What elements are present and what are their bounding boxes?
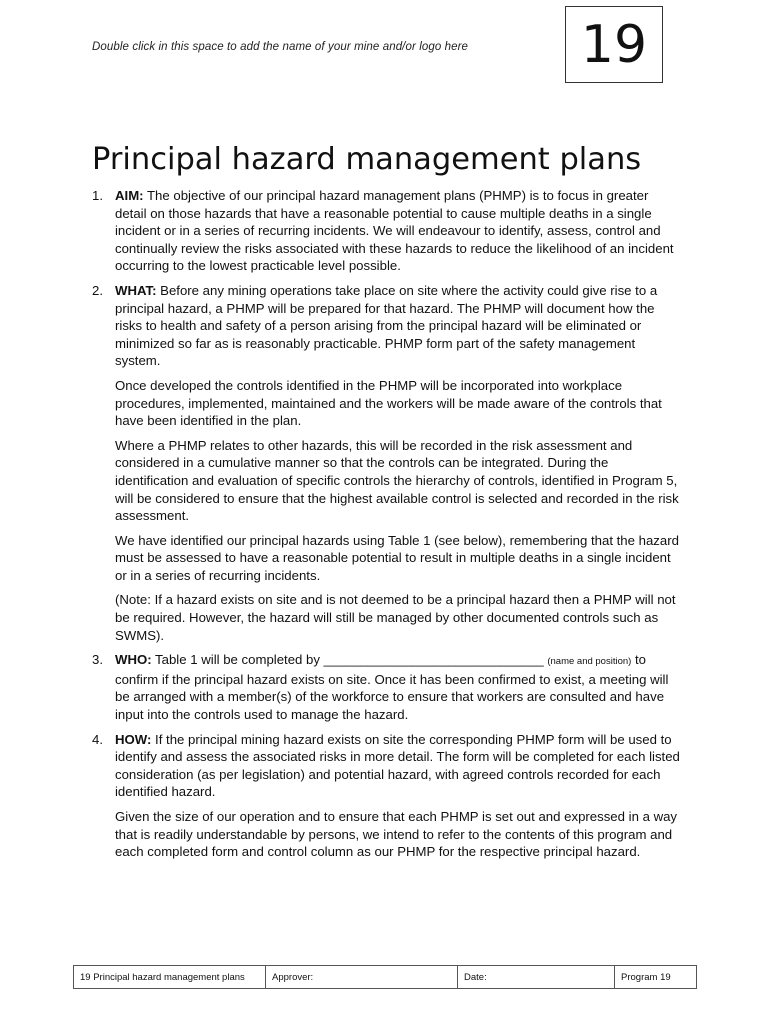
document-body xyxy=(92,187,682,868)
list-item-how xyxy=(92,731,682,861)
paragraph: Where a PHMP relates to other hazards, this will be recorded in the risk assessment and considered in a cumulative manner so that the controls can be integrated. During the identification and evaluation of specific controls the hierarchy of controls, identified in Program 5, will be considered to ensure that the highest available control is selected and recorded in the risk assessment. xyxy=(115,437,679,524)
list-item-who xyxy=(92,651,682,723)
list-number: 1. xyxy=(92,188,103,203)
paragraph xyxy=(115,651,682,723)
footer-doc-title: 19 Principal hazard management plans xyxy=(74,966,266,988)
footer-table xyxy=(73,965,697,989)
paragraph: (Note: If a hazard exists on site and is not deemed to be a principal hazard then a PHMP will not be required. However, the hazard will still be managed by other documented controls such as SWMS). xyxy=(115,592,676,643)
item-text: Table 1 will be completed by ______________________________ xyxy=(151,652,548,668)
item-lead: WHO: xyxy=(115,652,152,668)
paragraph xyxy=(115,731,682,801)
list-number: 3. xyxy=(92,652,103,668)
paragraph: We have identified our principal hazards using Table 1 (see below), remembering that the hazard must be assessed to have a reasonable potential to result in multiple deaths in a single incident or in a series of recurring incidents. xyxy=(115,532,679,583)
item-text: to confirm if the principal hazard exists on site. Once it has been confirmed to exist, a meeting will be arranged with a member(s) of the workforce to ensure that workers are consulted and have input into the controls used to manage the hazard. xyxy=(115,652,669,723)
paragraph xyxy=(115,187,682,275)
item-lead: AIM: xyxy=(115,188,144,203)
item-text: Before any mining operations take place on site where the activity could give rise to a principal hazard, a PHMP will be prepared for that hazard. The PHMP will document how the risks to health and safety of a person arising from the principal hazard will be eliminated or minimized so far as is reasonably practicable. PHMP form part of the safety management system. xyxy=(115,282,658,369)
paragraph: Given the size of our operation and to ensure that each PHMP is set out and expressed in a way that is readily understandable by persons, we intend to refer to the contents of this program and each completed form and control column as our PHMP for the respective principal hazard. xyxy=(115,809,678,860)
page-number-box xyxy=(565,6,663,83)
footer-approver[interactable]: Approver: xyxy=(266,966,458,988)
list-item-aim xyxy=(92,187,682,275)
name-position-hint: (name and position) xyxy=(547,656,632,668)
paragraph: Once developed the controls identified in the PHMP will be incorporated into workplace procedures, implemented, maintained and the workers will be made aware of the controls that have been identified in the plan. xyxy=(115,377,662,429)
page-number: 19 xyxy=(580,14,648,75)
item-text: If the principal mining hazard exists on site the corresponding PHMP form will be used to identify and assess the associated risks in more detail. The form will be completed for each listed consideration (as per legislation) and potential hazard, with agreed controls recorded for each identified hazard. xyxy=(115,731,680,800)
footer-program: Program 19 xyxy=(621,971,671,983)
list-item-what xyxy=(92,282,682,644)
page-title: Principal hazard management plans xyxy=(92,142,642,177)
logo-placeholder-text[interactable]: Double click in this space to add the name of your mine and/or logo here xyxy=(92,41,469,53)
item-lead: HOW: xyxy=(115,731,152,747)
list-number: 2. xyxy=(92,282,103,298)
item-text: The objective of our principal hazard management plans (PHMP) is to focus in greater detail on those hazards that have a reasonable potential to cause multiple deaths in a single incident or in a series of recurring incidents. We will endeavour to identify, assess, control and continually review the risks associated with these hazards to reduce the likelihood of an incident occurring to the lowest practicable level possible. xyxy=(115,188,674,274)
item-lead: WHAT: xyxy=(115,282,157,298)
footer-date[interactable]: Date: xyxy=(458,966,615,988)
paragraph xyxy=(115,282,682,370)
list-number: 4. xyxy=(92,731,103,747)
